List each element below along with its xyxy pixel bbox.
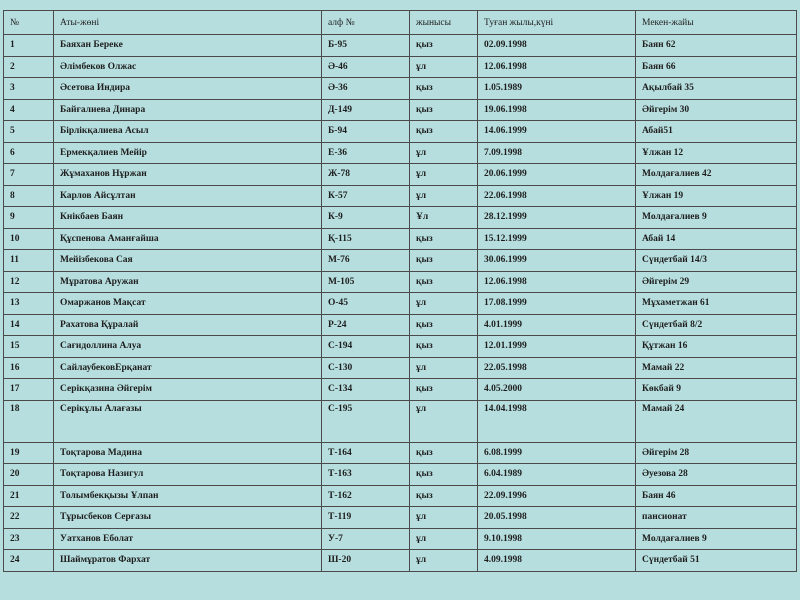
cell-name: Тұрысбеков Серғазы <box>54 507 322 529</box>
cell-gender: қыз <box>410 99 478 121</box>
cell-gender: ұл <box>410 357 478 379</box>
table-row <box>4 185 797 207</box>
cell-birth: 4.05.2000 <box>478 379 636 401</box>
cell-name: СайлаубековЕрқанат <box>54 357 322 379</box>
cell-birth: 28.12.1999 <box>478 207 636 229</box>
cell-birth: 6.08.1999 <box>478 442 636 464</box>
table-row <box>4 293 797 315</box>
cell-code: Т-164 <box>322 442 410 464</box>
cell-name: Омаржанов Мақсат <box>54 293 322 315</box>
cell-name: Бірлікқалиева Асыл <box>54 121 322 143</box>
cell-num: 10 <box>4 228 54 250</box>
cell-address: Сүндетбай 8/2 <box>636 314 797 336</box>
cell-name: Толымбекқызы Ұлпан <box>54 485 322 507</box>
cell-address: Сүндетбай 14/3 <box>636 250 797 272</box>
table-row <box>4 271 797 293</box>
header-birth: Туған жылы,күні <box>478 11 636 35</box>
cell-address: Құтжан 16 <box>636 336 797 358</box>
cell-birth: 19.06.1998 <box>478 99 636 121</box>
cell-name: Жұмаханов Нұржан <box>54 164 322 186</box>
cell-num: 24 <box>4 550 54 572</box>
cell-birth: 12.06.1998 <box>478 56 636 78</box>
table-row <box>4 56 797 78</box>
cell-num: 17 <box>4 379 54 401</box>
cell-num: 8 <box>4 185 54 207</box>
cell-num: 22 <box>4 507 54 529</box>
cell-code: Ж-78 <box>322 164 410 186</box>
cell-code: К-57 <box>322 185 410 207</box>
cell-gender: қыз <box>410 442 478 464</box>
cell-gender: қыз <box>410 485 478 507</box>
cell-birth: 22.06.1998 <box>478 185 636 207</box>
cell-gender: ұл <box>410 550 478 572</box>
cell-num: 7 <box>4 164 54 186</box>
cell-name: Баяхан Береке <box>54 35 322 57</box>
cell-birth: 6.04.1989 <box>478 464 636 486</box>
cell-address: Мамай 24 <box>636 400 797 442</box>
cell-code: Т-163 <box>322 464 410 486</box>
cell-num: 6 <box>4 142 54 164</box>
cell-code: Т-162 <box>322 485 410 507</box>
cell-num: 3 <box>4 78 54 100</box>
table-row <box>4 485 797 507</box>
cell-address: Әйгерім 30 <box>636 99 797 121</box>
cell-code: О-45 <box>322 293 410 315</box>
table-row <box>4 164 797 186</box>
cell-gender: қыз <box>410 336 478 358</box>
cell-gender: қыз <box>410 121 478 143</box>
table-row <box>4 357 797 379</box>
table-row <box>4 528 797 550</box>
cell-address: Молдағалиев 9 <box>636 528 797 550</box>
cell-gender: қыз <box>410 379 478 401</box>
cell-code: С-130 <box>322 357 410 379</box>
cell-num: 20 <box>4 464 54 486</box>
cell-address: Баян 66 <box>636 56 797 78</box>
cell-gender: ұл <box>410 185 478 207</box>
cell-num: 9 <box>4 207 54 229</box>
header-code: алф № <box>322 11 410 35</box>
cell-gender: Ұл <box>410 207 478 229</box>
cell-address: Абай51 <box>636 121 797 143</box>
table-row <box>4 78 797 100</box>
cell-name: Ермекқалиев Мейір <box>54 142 322 164</box>
cell-address: Ұлжан 19 <box>636 185 797 207</box>
cell-num: 4 <box>4 99 54 121</box>
cell-name: Серікұлы Алағазы <box>54 400 322 442</box>
table-row <box>4 400 797 442</box>
cell-name: Әсетова Индира <box>54 78 322 100</box>
cell-address: Мұхаметжан 61 <box>636 293 797 315</box>
cell-name: Байғалиева Динара <box>54 99 322 121</box>
table-row <box>4 99 797 121</box>
cell-name: Рахатова Құралай <box>54 314 322 336</box>
cell-birth: 14.06.1999 <box>478 121 636 143</box>
cell-birth: 15.12.1999 <box>478 228 636 250</box>
cell-code: Ә-36 <box>322 78 410 100</box>
table-row <box>4 314 797 336</box>
cell-birth: 12.06.1998 <box>478 271 636 293</box>
cell-address: Ұлжан 12 <box>636 142 797 164</box>
cell-birth: 14.04.1998 <box>478 400 636 442</box>
cell-code: С-195 <box>322 400 410 442</box>
cell-gender: ұл <box>410 56 478 78</box>
cell-code: С-134 <box>322 379 410 401</box>
cell-num: 19 <box>4 442 54 464</box>
cell-name: Уатханов Еболат <box>54 528 322 550</box>
cell-num: 5 <box>4 121 54 143</box>
cell-birth: 17.08.1999 <box>478 293 636 315</box>
cell-num: 12 <box>4 271 54 293</box>
cell-name: Құспенова Аманғайша <box>54 228 322 250</box>
cell-address: Баян 62 <box>636 35 797 57</box>
cell-num: 21 <box>4 485 54 507</box>
cell-gender: қыз <box>410 314 478 336</box>
cell-gender: қыз <box>410 271 478 293</box>
cell-code: Ә-46 <box>322 56 410 78</box>
cell-num: 1 <box>4 35 54 57</box>
student-roster-table <box>3 10 797 572</box>
cell-gender: қыз <box>410 78 478 100</box>
header-row <box>4 11 797 35</box>
cell-name: Тоқтарова Назигул <box>54 464 322 486</box>
table-row <box>4 507 797 529</box>
cell-name: Мейізбекова Сая <box>54 250 322 272</box>
cell-gender: ұл <box>410 528 478 550</box>
cell-name: Кнікбаев Баян <box>54 207 322 229</box>
table-row <box>4 442 797 464</box>
cell-code: Б-94 <box>322 121 410 143</box>
cell-name: Серікқазина Әйгерім <box>54 379 322 401</box>
cell-code: Е-36 <box>322 142 410 164</box>
roster-body <box>4 35 797 572</box>
cell-birth: 30.06.1999 <box>478 250 636 272</box>
cell-code: Ш-20 <box>322 550 410 572</box>
cell-gender: қыз <box>410 35 478 57</box>
cell-gender: ұл <box>410 400 478 442</box>
cell-code: Т-119 <box>322 507 410 529</box>
cell-num: 2 <box>4 56 54 78</box>
header-address: Мекен-жайы <box>636 11 797 35</box>
cell-gender: ұл <box>410 164 478 186</box>
table-row <box>4 121 797 143</box>
cell-name: Мұратова Аружан <box>54 271 322 293</box>
cell-birth: 9.10.1998 <box>478 528 636 550</box>
table-row <box>4 35 797 57</box>
cell-code: Д-149 <box>322 99 410 121</box>
cell-address: Әйгерім 28 <box>636 442 797 464</box>
header-name: Аты-жөні <box>54 11 322 35</box>
table-row <box>4 250 797 272</box>
cell-birth: 22.09.1996 <box>478 485 636 507</box>
cell-birth: 4.01.1999 <box>478 314 636 336</box>
cell-gender: ұл <box>410 507 478 529</box>
cell-num: 23 <box>4 528 54 550</box>
table-row <box>4 207 797 229</box>
cell-birth: 4.09.1998 <box>478 550 636 572</box>
cell-address: Ақылбай 35 <box>636 78 797 100</box>
cell-birth: 22.05.1998 <box>478 357 636 379</box>
cell-address: Сүндетбай 51 <box>636 550 797 572</box>
cell-code: Қ-115 <box>322 228 410 250</box>
cell-address: Көкбай 9 <box>636 379 797 401</box>
header-gender: жынысы <box>410 11 478 35</box>
cell-address: Молдағалиев 42 <box>636 164 797 186</box>
cell-code: У-7 <box>322 528 410 550</box>
cell-num: 15 <box>4 336 54 358</box>
cell-gender: ұл <box>410 293 478 315</box>
header-num: № <box>4 11 54 35</box>
cell-birth: 7.09.1998 <box>478 142 636 164</box>
cell-address: Әуезова 28 <box>636 464 797 486</box>
cell-name: Әлімбеков Олжас <box>54 56 322 78</box>
cell-birth: 12.01.1999 <box>478 336 636 358</box>
cell-address: Әйгерім 29 <box>636 271 797 293</box>
cell-code: С-194 <box>322 336 410 358</box>
cell-code: Р-24 <box>322 314 410 336</box>
table-row <box>4 336 797 358</box>
cell-code: М-105 <box>322 271 410 293</box>
cell-code: К-9 <box>322 207 410 229</box>
cell-birth: 02.09.1998 <box>478 35 636 57</box>
cell-gender: ұл <box>410 142 478 164</box>
cell-birth: 20.05.1998 <box>478 507 636 529</box>
table-row <box>4 142 797 164</box>
cell-name: Шаймұратов Фархат <box>54 550 322 572</box>
cell-gender: қыз <box>410 228 478 250</box>
cell-birth: 1.05.1989 <box>478 78 636 100</box>
cell-birth: 20.06.1999 <box>478 164 636 186</box>
cell-num: 16 <box>4 357 54 379</box>
cell-num: 14 <box>4 314 54 336</box>
cell-address: Абай 14 <box>636 228 797 250</box>
table-row <box>4 464 797 486</box>
table-row <box>4 550 797 572</box>
cell-num: 11 <box>4 250 54 272</box>
cell-address: Мамай 22 <box>636 357 797 379</box>
cell-code: Б-95 <box>322 35 410 57</box>
cell-address: пансионат <box>636 507 797 529</box>
cell-gender: қыз <box>410 250 478 272</box>
cell-num: 13 <box>4 293 54 315</box>
cell-name: Сағидоллина Алуа <box>54 336 322 358</box>
cell-name: Карлов Айсұлтан <box>54 185 322 207</box>
cell-code: М-76 <box>322 250 410 272</box>
cell-gender: қыз <box>410 464 478 486</box>
table-row <box>4 379 797 401</box>
cell-name: Тоқтарова Мадина <box>54 442 322 464</box>
cell-address: Молдағалиев 9 <box>636 207 797 229</box>
cell-address: Баян 46 <box>636 485 797 507</box>
table-row <box>4 228 797 250</box>
cell-num: 18 <box>4 400 54 442</box>
